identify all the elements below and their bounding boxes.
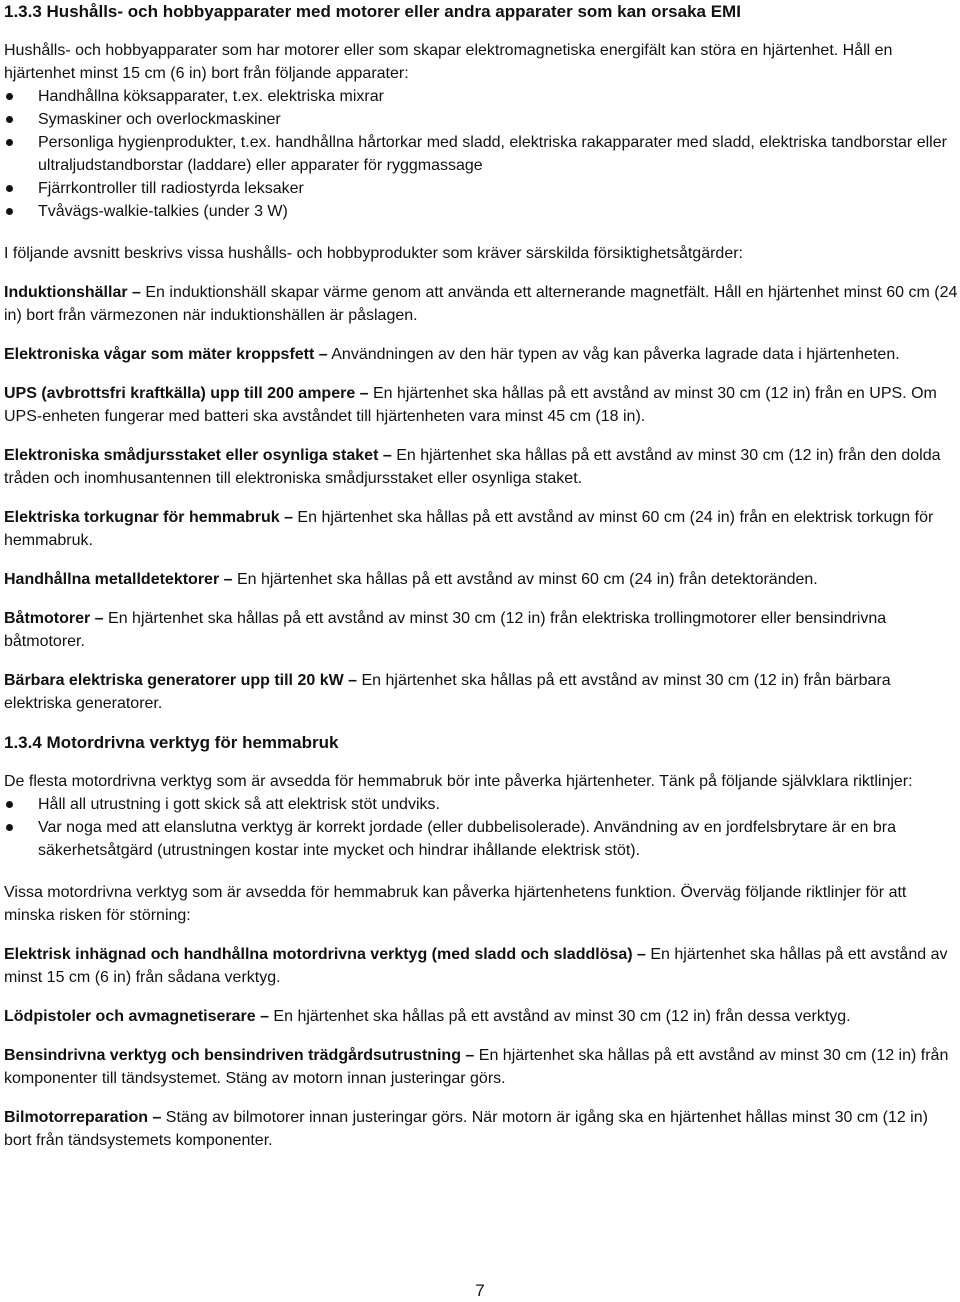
list-item: Tvåvägs-walkie-talkies (under 3 W)	[4, 200, 959, 223]
list-item: Symaskiner och overlockmaskiner	[4, 108, 959, 131]
list-item: Var noga med att elanslutna verktyg är korrekt jordade (eller dubbelisolerade). Användning av en jordfelsbrytare är en bra säkerhetsåtgärd (utrustningen kostar inte mycket och hindrar ihållande elektrisk stöt).	[4, 816, 959, 862]
bullet-list-appliances	[4, 85, 959, 223]
list-item: Personliga hygienprodukter, t.ex. handhållna hårtorkar med sladd, elektriska rakapparater med sladd, elektriska tandborstar eller ultraljudstandborstar (laddare) eller apparater för ryggmassage	[4, 131, 959, 177]
item-term: Båtmotorer –	[4, 610, 104, 627]
item-term: Bilmotorreparation –	[4, 1109, 162, 1126]
item-term: Elektroniska vågar som mäter kroppsfett –	[4, 346, 328, 363]
bullet-icon	[6, 116, 13, 123]
item-paragraph	[4, 669, 959, 715]
bullet-icon	[6, 139, 13, 146]
item-text: En hjärtenhet ska hållas på ett avstånd av minst 30 cm (12 in) från elektriska trollingmotorer eller bensindrivna båtmotorer.	[4, 610, 887, 650]
list-item: Handhållna köksapparater, t.ex. elektriska mixrar	[4, 85, 959, 108]
item-term: Elektriska torkugnar för hemmabruk –	[4, 509, 293, 526]
item-text: En hjärtenhet ska hållas på ett avstånd av minst 30 cm (12 in) från komponenter till tändsystemet. Stäng av motorn innan justeringar görs.	[4, 1047, 949, 1087]
item-paragraph	[4, 1005, 959, 1028]
item-text: En hjärtenhet ska hållas på ett avstånd av minst 15 cm (6 in) från sådana verktyg.	[4, 946, 948, 986]
item-paragraph	[4, 568, 959, 591]
item-paragraph	[4, 343, 959, 366]
item-text: En hjärtenhet ska hållas på ett avstånd av minst 30 cm (12 in) från en UPS. Om UPS-enheten fungerar med batteri ska avståndet till hjärtenheten vara minst 45 cm (18 in).	[4, 385, 937, 425]
item-paragraph	[4, 382, 959, 428]
item-paragraph	[4, 607, 959, 653]
item-term: Bensindrivna verktyg och bensindriven trädgårdsutrustning –	[4, 1047, 475, 1064]
item-text: En hjärtenhet ska hållas på ett avstånd av minst 60 cm (24 in) från en elektrisk torkugn för hemmabruk.	[4, 509, 934, 549]
item-paragraph	[4, 1106, 959, 1152]
intro2-paragraph: De flesta motordrivna verktyg som är avsedda för hemmabruk bör inte påverka hjärtenheter. Tänk på följande självklara riktlinjer:	[4, 773, 913, 790]
item-text: Användningen av den här typen av våg kan påverka lagrade data i hjärtenheten.	[327, 346, 900, 363]
bullet-icon	[6, 824, 13, 831]
section-heading: 1.3.3 Hushålls- och hobbyapparater med motorer eller andra apparater som kan orsaka EMI	[4, 2, 741, 21]
lead-in2-paragraph: Vissa motordrivna verktyg som är avsedda för hemmabruk kan påverka hjärtenhetens funktion. Överväg följande riktlinjer för att minska risken för störning:	[4, 884, 907, 924]
page-number: 7	[475, 1281, 485, 1300]
item-term: Bärbara elektriska generatorer upp till 20 kW –	[4, 672, 358, 689]
bullet-list-tools	[4, 793, 959, 862]
item-paragraph	[4, 506, 959, 552]
item-text: En induktionshäll skapar värme genom att använda ett alternerande magnetfält. Håll en hjärtenhet minst 60 cm (24 in) bort från värmezonen när induktionshällen är påslagen.	[4, 284, 958, 324]
item-text: Stäng av bilmotorer innan justeringar görs. När motorn är igång ska en hjärtenhet hållas minst 30 cm (12 in) bort från tändsystemets komponenter.	[4, 1109, 928, 1149]
item-term: UPS (avbrottsfri kraftkälla) upp till 200 ampere –	[4, 385, 369, 402]
item-term: Handhållna metalldetektorer –	[4, 571, 233, 588]
item-paragraph	[4, 943, 959, 989]
bullet-icon	[6, 93, 13, 100]
bullet-icon	[6, 185, 13, 192]
item-text: En hjärtenhet ska hållas på ett avstånd av minst 30 cm (12 in) från den dolda tråden och inomhusantennen till elektroniska smådjursstaket eller osynliga staket.	[4, 447, 941, 487]
item-term: Lödpistoler och avmagnetiserare –	[4, 1008, 269, 1025]
bullet-icon	[6, 801, 13, 808]
item-paragraph	[4, 281, 959, 327]
item-text: En hjärtenhet ska hållas på ett avstånd av minst 30 cm (12 in) från dessa verktyg.	[268, 1008, 851, 1025]
item-term: Elektroniska smådjursstaket eller osynliga staket –	[4, 447, 392, 464]
intro-paragraph: Hushålls- och hobbyapparater som har motorer eller som skapar elektromagnetiska energifält kan störa en hjärtenhet. Håll en hjärtenhet minst 15 cm (6 in) bort från följande apparater:	[4, 42, 893, 82]
lead-in-paragraph: I följande avsnitt beskrivs vissa hushålls- och hobbyprodukter som kräver särskilda försiktighetsåtgärder:	[4, 245, 743, 262]
item-text: En hjärtenhet ska hållas på ett avstånd av minst 30 cm (12 in) från bärbara elektriska generatorer.	[4, 672, 891, 712]
item-term: Elektrisk inhägnad och handhållna motordrivna verktyg (med sladd och sladdlösa) –	[4, 946, 646, 963]
bullet-icon	[6, 208, 13, 215]
item-paragraph	[4, 444, 959, 490]
list-item: Fjärrkontroller till radiostyrda leksaker	[4, 177, 959, 200]
document-page	[4, 0, 959, 1152]
item-text: En hjärtenhet ska hållas på ett avstånd av minst 60 cm (24 in) från detektoränden.	[232, 571, 818, 588]
item-term: Induktionshällar –	[4, 284, 141, 301]
item-paragraph	[4, 1044, 959, 1090]
subsection-heading: 1.3.4 Motordrivna verktyg för hemmabruk	[4, 733, 339, 752]
list-item: Håll all utrustning i gott skick så att elektrisk stöt undviks.	[4, 793, 959, 816]
